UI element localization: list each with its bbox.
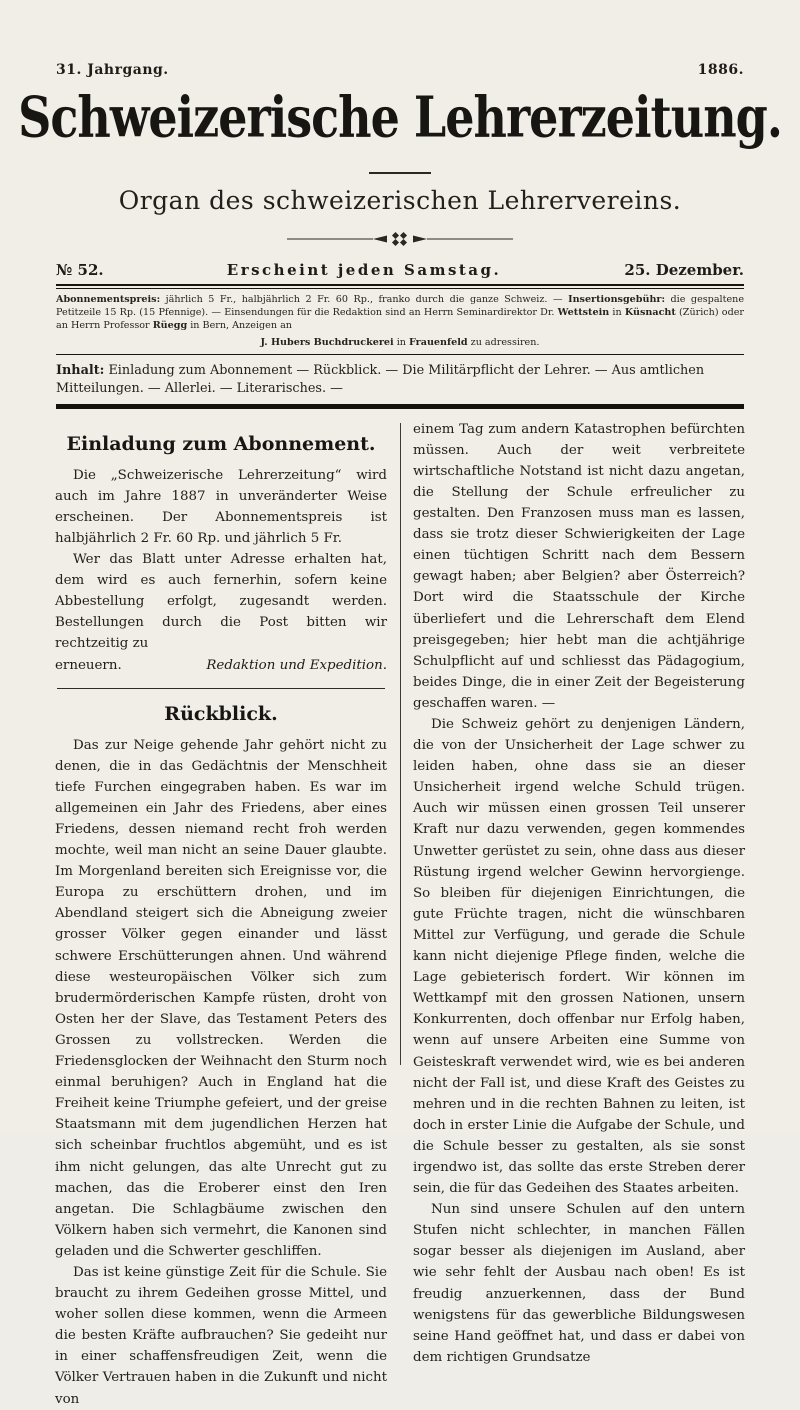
volume-label: 31. Jahrgang. <box>56 62 169 78</box>
contents-label: Inhalt: <box>56 363 105 379</box>
abonnement-signature-row <box>55 655 387 676</box>
body-separator-rule <box>56 404 744 409</box>
rueckblick-paragraph-2-continued: einem Tag zum andern Katastrophen befürchten müssen. Auch der weit verbreitete wirtschaftliche Notstand ist nicht dazu angetan, die Stellung der Schule erfreulicher zu gestalten. Den Franzosen muss man es lassen, dass sie trotz dieser Schwierigkeiten der Lage einen tüchtigen Schritt nach dem Bessern gewagt haben; aber Belgien? aber Österreich? Dort wird die Staatsschule der Kirche überliefert und die Lehrerschaft dem Elend preisgegeben; hier hebt man die achtjährige Schulpflicht auf und schliesst das Pädagogium, beides Dinge, die in einer Zeit der Begeisterung geschaffen waren. — <box>413 421 745 711</box>
newspaper-title: Schweizerische Lehrerzeitung. <box>18 84 782 150</box>
title-divider-rule <box>369 172 431 174</box>
rueckblick-paragraph-3: Die Schweiz gehört zu denjenigen Ländern, die von der Unsicherheit der Lage schwer zu leiden haben, ohne dass sie an dieser Unsicherheit irgend welche Schuld trügen. Auch wir müssen einen grossen Teil unserer Kraft nur dazu verwenden, gegen kommendes Unwetter gerüstet zu sein, ohne dass aus dieser Rüstung irgend welcher Gewinn hervorgienge. So bleiben für diejenigen Einrichtungen, die gute Früchte tragen, nicht die wünschbaren Mittel zur Verfügung, und gerade die Schule kann nicht diejenige Pflege finden, welche die Lage gebieterisch fordert. Wir können im Wettkampf mit den grossen Nationen, unsern Konkurrenten, doch offenbar nur Erfolg haben, wenn auf unsere Arbeiten eine Summe von Geisteskraft verwendet wird, wie es bei anderen nicht der Fall ist, und diese Kraft des Geistes zu mehren und in die rechten Bahnen zu leiten, ist doch in erster Linie die Aufgabe der Schule, und die Schule besser zu gestalten, als sie sonst irgendwo ist, das sollte das erste Streben derer sein, die für das Gedeihen des Staates arbeiten. <box>413 717 745 1197</box>
volume-year-row <box>56 62 744 78</box>
body-columns <box>55 419 745 1410</box>
article-heading-abonnement: Einladung zum Abonnement. <box>66 432 376 455</box>
issue-date: 25. Dezember. <box>624 261 744 279</box>
abonnement-paragraph-2: Wer das Blatt unter Adresse erhalten hat, dem wird es auch fernerhin, sofern keine Abbestellung erfolgt, zugesandt werden. Bestellungen durch die Post bitten wir rechtzeitig zu <box>55 552 387 652</box>
masthead-double-rule <box>56 284 744 289</box>
abonnement-paragraph-1: Die „Schweizerische Lehrerzeitung“ wird auch im Jahre 1887 in unveränderter Weise erscheinen. Der Abonnementspreis ist halbjährlich 2 Fr. 60 Rp. und jährlich 5 Fr. <box>55 467 387 546</box>
imprint-address-line: J. Hubers Buchdruckerei in Frauenfeld zu adressiren. <box>260 337 540 349</box>
issue-number: № 52. <box>56 261 104 279</box>
article-heading-rueckblick: Rückblick. <box>164 702 278 725</box>
issue-info-row <box>56 261 744 279</box>
column-divider-rule <box>400 423 401 1065</box>
left-column <box>55 419 387 1410</box>
rueckblick-paragraph-2-left: Das ist keine günstige Zeit für die Schule. Sie braucht zu ihrem Gedeihen grosse Mittel, und woher sollen diese kommen, wenn die Armeen die besten Kräfte aufbrauchen? Sie gedeiht nur in einer schaffensfreudigen Zeit, wenn die Völker Vertrauen haben in die Zukunft und nicht von <box>55 1264 387 1407</box>
table-of-contents <box>56 362 744 397</box>
right-column <box>413 419 745 1410</box>
abonnement-last-word: erneuern. <box>55 657 122 673</box>
contents-items: Einladung zum Abonnement — Rückblick. — Die Militärpflicht der Lehrer. — Aus amtlichen Mitteilungen. — Allerlei. — Literarisches. — <box>56 363 705 396</box>
newspaper-subtitle: Organ des schweizerischen Lehrervereins. <box>118 186 682 215</box>
abonnement-signature: Redaktion und Expedition. <box>206 657 387 673</box>
article-divider-rule <box>57 688 385 689</box>
imprint-text: Abonnementspreis: jährlich 5 Fr., halbjährlich 2 Fr. 60 Rp., franko durch die ganze Schweiz. — Insertionsgebühr: die gespaltene Petitzeile 15 Rp. (15 Pfennige). — Einsendungen für die Redaktion sind an Herrn Seminardirektor Dr. Wettstein in Küsnacht (Zürich) oder an Herrn Professor Rüegg in Bern, Anzeigen an <box>56 294 744 331</box>
imprint-bottom-rule <box>56 354 744 355</box>
year-label: 1886. <box>697 62 744 78</box>
publication-frequency: Erscheint jeden Samstag. <box>226 261 502 279</box>
rueckblick-paragraph-4: Nun sind unsere Schulen auf den untern Stufen nicht schlechter, in manchen Fällen sogar besser als diejenigen im Ausland, aber wie sehr fehlt der Ausbau nach oben! Es ist freudig anzuerkennen, dass der Bund wenigstens für das gewerbliche Bildungswesen seine Hand geöffnet hat, und dass er dabei von dem richtigen Grundsatze <box>413 1202 745 1365</box>
rueckblick-paragraph-1: Das zur Neige gehende Jahr gehört nicht zu denen, die in das Gedächtnis der Menschheit tiefe Furchen eingegraben haben. Es war im allgemeinen ein Jahr des Friedens, aber eines Friedens, dessen niemand recht froh werden mochte, weil man nicht an seine Dauer glaubte. Im Morgenland bereiten sich Ereignisse vor, die Europa zu erschüttern drohen, und im Abendland steigert sich die Abneigung zweier grosser Völker gegen einander und lässt schwere Erschütterungen ahnen. Und während diese westeuropäischen Völker sich zum brudermörderischen Kampfe rüsten, droht von Osten her der Slave, das Testament Peters des Grossen zu vollstrecken. Werden die Friedensglocken der Weihnacht den Sturm noch einmal beruhigen? Auch in England hat die Freiheit keine Triumphe gefeiert, und der greise Staatsmann mit dem jugendlichen Herzen hat sich scheinbar fruchtlos abgemüht, und es ist ihm nicht gelungen, das alte Unrecht gut zu machen, das die Eroberer einst den Iren angetan. Die Schlagbäume zwischen den Völkern haben sich vermehrt, die Kanonen sind geladen und die Schwerter geschliffen. <box>55 737 387 1259</box>
divider-ornament-icon <box>285 231 515 247</box>
